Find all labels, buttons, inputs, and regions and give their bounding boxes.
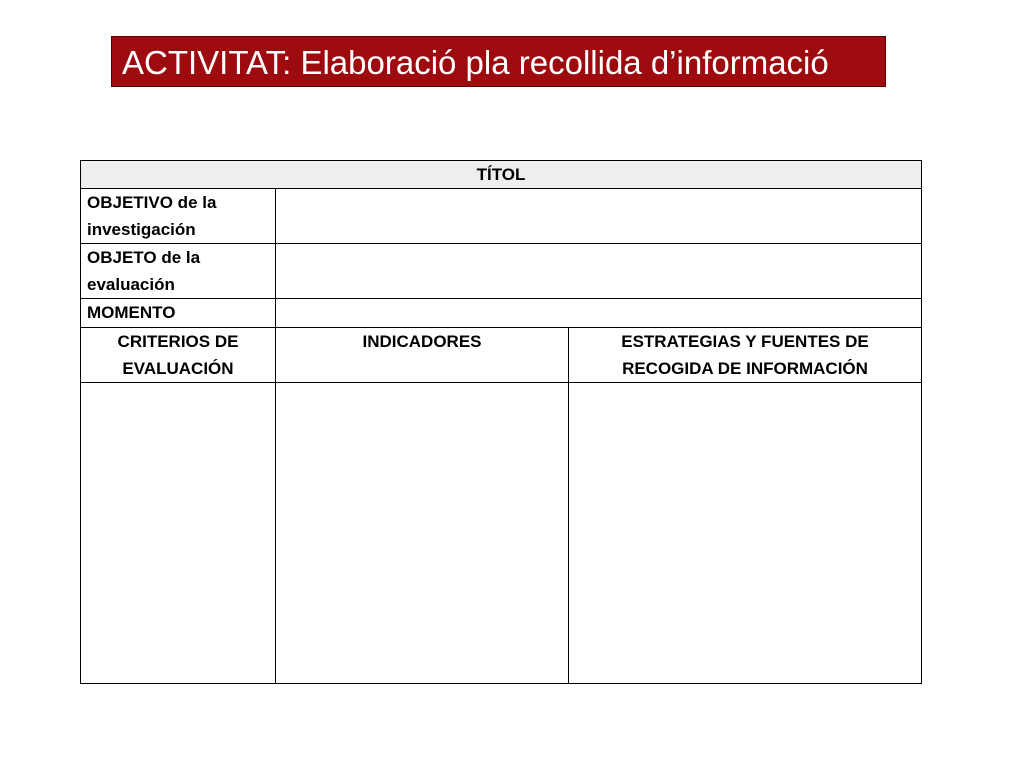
- row-value-momento[interactable]: [276, 299, 922, 328]
- table-header-title: TÍTOL: [81, 161, 922, 189]
- table-row: [81, 244, 922, 299]
- cell-criterios[interactable]: [81, 383, 276, 684]
- table-row: [81, 299, 922, 328]
- cell-indicadores[interactable]: [276, 383, 569, 684]
- column-header-criterios: CRITERIOS DE EVALUACIÓN: [81, 328, 276, 383]
- information-plan-table: [80, 160, 922, 684]
- row-label-objeto: OBJETO de la evaluación: [81, 244, 276, 299]
- row-value-objeto[interactable]: [276, 244, 922, 299]
- table-body-row: [81, 383, 922, 684]
- row-value-objetivo[interactable]: [276, 189, 922, 244]
- row-label-objetivo: OBJETIVO de la investigación: [81, 189, 276, 244]
- column-header-estrategias: ESTRATEGIAS Y FUENTES DE RECOGIDA DE INFORMACIÓN: [569, 328, 922, 383]
- table-row: [81, 189, 922, 244]
- table-header-row: [81, 161, 922, 189]
- slide-title: ACTIVITAT: Elaboració pla recollida d’informació: [111, 36, 886, 87]
- cell-estrategias[interactable]: [569, 383, 922, 684]
- column-header-row: [81, 328, 922, 383]
- column-header-indicadores: INDICADORES: [276, 328, 569, 383]
- row-label-momento: MOMENTO: [81, 299, 276, 328]
